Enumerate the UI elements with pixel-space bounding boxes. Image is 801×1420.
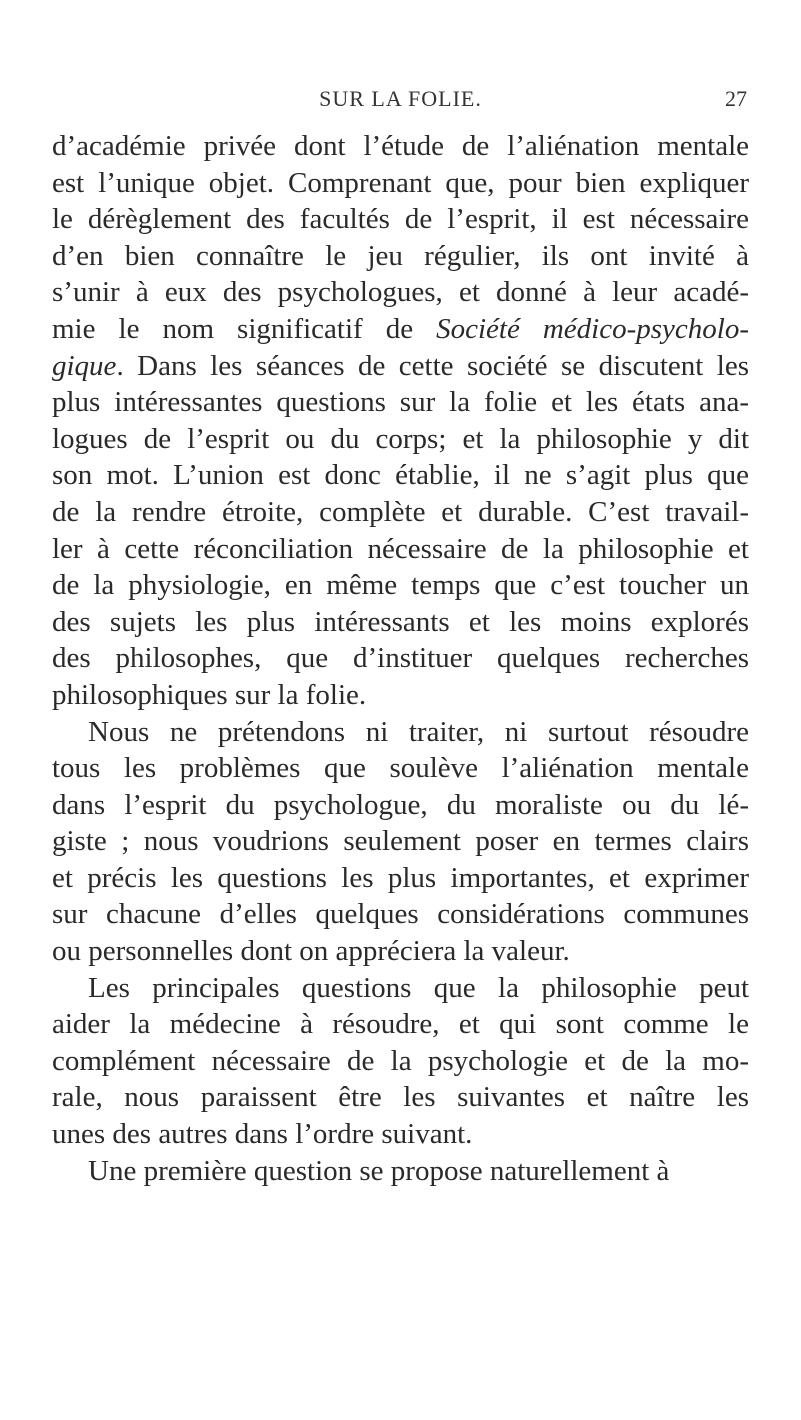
paragraph <box>52 714 749 970</box>
text-run: . Dans les séances de cette société se discutent les <box>116 349 749 382</box>
text-line: plus intéressantes questions sur la folie et les états ana- <box>52 386 749 419</box>
text-line: et précis les questions les plus importantes, et exprimer <box>52 861 749 894</box>
text-line: de la physiologie, en même temps que c’est toucher un <box>52 569 749 602</box>
text-line: philosophiques sur la folie. <box>52 678 367 711</box>
running-head <box>52 86 749 116</box>
text-line: des sujets les plus intéressants et les moins explorés <box>52 605 749 638</box>
text-line: des philosophes, que d’instituer quelques recherches <box>52 642 749 675</box>
text-line: ler à cette réconciliation nécessaire de la philosophie et <box>52 532 749 565</box>
text-line: aider la médecine à résoudre, et qui sont comme le <box>52 1008 749 1041</box>
text-line: giste ; nous voudrions seulement poser en termes clairs <box>52 825 749 858</box>
text-line: tous les problèmes que soulève l’aliénation mentale <box>52 752 749 785</box>
text-run: mie le nom significatif de <box>52 312 437 345</box>
running-title: SUR LA FOLIE. <box>319 86 482 111</box>
paragraph <box>52 970 749 1153</box>
text-line: unes des autres dans l’ordre suivant. <box>52 1118 473 1151</box>
text-line: logues de l’esprit ou du corps; et la philosophie y dit <box>52 422 749 455</box>
text-line: de la rendre étroite, complète et durable. C’est travail- <box>52 495 749 528</box>
text-line: est l’unique objet. Comprenant que, pour bien expliquer <box>52 166 749 199</box>
text-line: son mot. L’union est donc établie, il ne s’agit plus que <box>52 459 749 492</box>
text-line: rale, nous paraissent être les suivantes et naître les <box>52 1081 749 1114</box>
text-line <box>52 348 749 385</box>
paragraph <box>52 1153 749 1190</box>
text-line: complément nécessaire de la psychologie et de la mo- <box>52 1044 749 1077</box>
text-line: s’unir à eux des psychologues, et donné à leur acadé- <box>52 276 749 309</box>
text-line: d’académie privée dont l’étude de l’aliénation mentale <box>52 130 749 162</box>
text-line: dans l’esprit du psychologue, du moraliste ou du lé- <box>52 788 749 821</box>
text-line: d’en bien connaître le jeu régulier, ils ont invité à <box>52 239 749 272</box>
text-line: Nous ne prétendons ni traiter, ni surtout résoudre <box>88 715 749 748</box>
text-line: sur chacune d’elles quelques considérations communes <box>52 898 749 931</box>
italic-run: gique <box>52 349 117 382</box>
text-line <box>52 311 749 348</box>
text-line: le dérèglement des facultés de l’esprit, il est nécessaire <box>52 203 749 236</box>
text-line: Les principales questions que la philosophie peut <box>88 971 749 1004</box>
text-line: ou personnelles dont on appréciera la valeur. <box>52 935 570 968</box>
italic-run: Société médico-psycholo- <box>436 312 749 345</box>
body-text <box>52 128 749 1189</box>
paragraph <box>52 128 749 714</box>
page-number: 27 <box>725 86 747 111</box>
text-line: Une première question se propose naturellement à <box>88 1154 670 1187</box>
